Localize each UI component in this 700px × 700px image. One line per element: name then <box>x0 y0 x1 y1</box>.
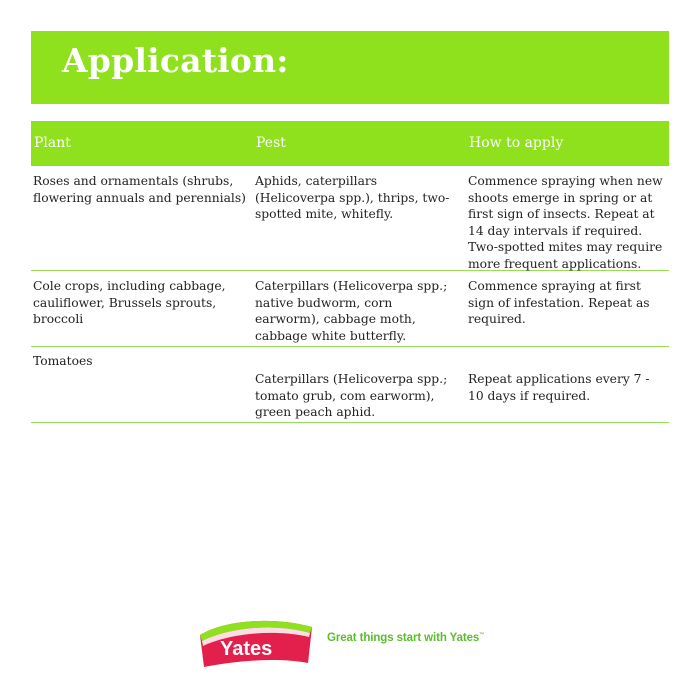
application-table <box>31 121 669 423</box>
table-row <box>31 271 669 347</box>
svg-text:Yates: Yates <box>220 638 273 660</box>
cell-plant: Roses and ornamentals (shrubs, flowering annuals and perennials) <box>33 174 246 205</box>
yates-logo <box>196 617 314 673</box>
cell-pest: Aphids, caterpillars (Helicoverpa spp.), thrips, two-spotted mite, whitefly. <box>255 174 450 222</box>
cell-plant: Cole crops, including cabbage, cauliflower, Brussels sprouts, broccoli <box>33 279 226 327</box>
cell-pest: Caterpillars (Helicoverpa spp.; tomato grub, com earworm), green peach aphid. <box>255 372 448 420</box>
tagline: Great things start with Yates™ <box>327 632 485 644</box>
table-header <box>31 121 669 166</box>
table-row <box>31 166 669 271</box>
cell-apply: Commence spraying when new shoots emerge in spring or at first sign of insects. Repeat at 14 day intervals if required. Two-spotted mites may require more frequent applications. <box>468 174 663 271</box>
header-pest: Pest <box>256 135 286 151</box>
cell-plant: Tomatoes <box>33 354 93 368</box>
cell-pest: Caterpillars (Helicoverpa spp.; native budworm, corn earworm), cabbage moth, cabbage white butterfly. <box>255 279 448 343</box>
title-banner <box>31 31 669 104</box>
page-title: Application: <box>62 41 289 80</box>
cell-apply: Commence spraying at first sign of infestation. Repeat as required. <box>468 279 650 327</box>
cell-apply: Repeat applications every 7 - 10 days if required. <box>468 372 650 403</box>
header-plant: Plant <box>34 135 71 151</box>
header-how-to-apply: How to apply <box>469 135 564 151</box>
table-row <box>31 347 669 423</box>
